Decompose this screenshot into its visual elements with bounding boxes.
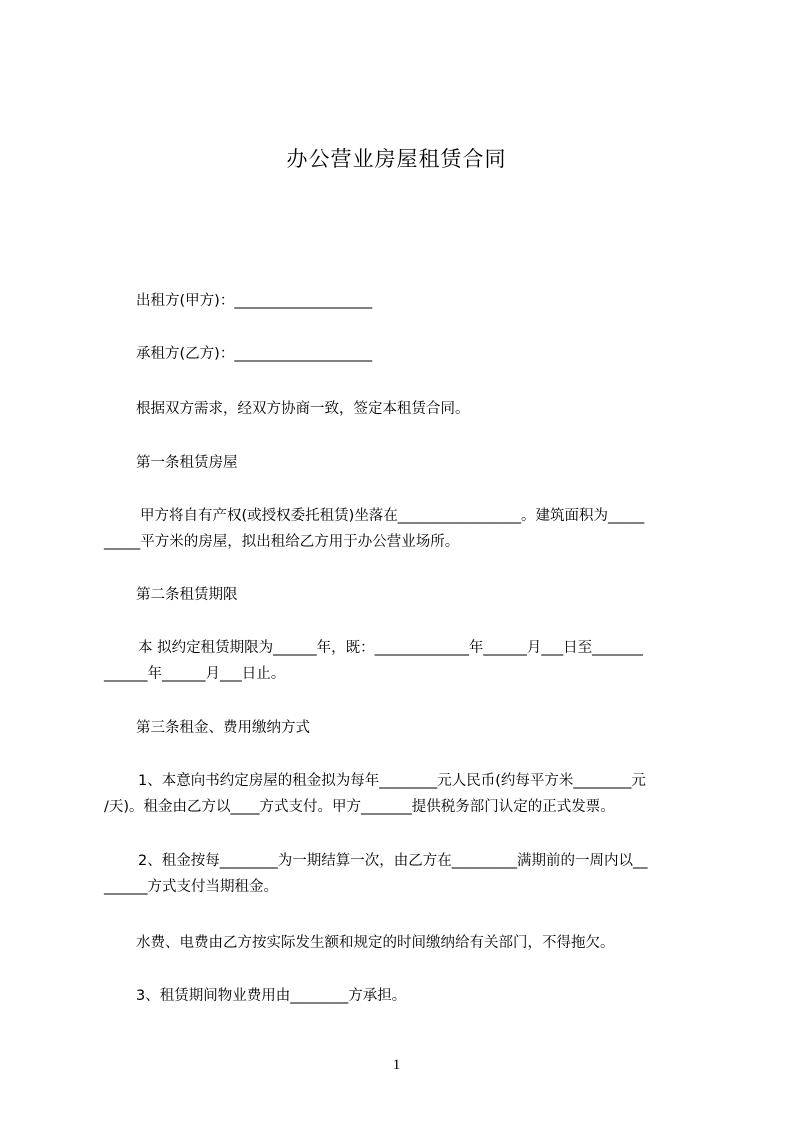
article3-item1-line1: 1、本意向书约定房屋的租金拟为每年________元人民币(约每平方米________元 <box>138 773 646 789</box>
article3-item3: 3、租赁期间物业费用由________方承担。 <box>136 988 407 1004</box>
lessee-line: 承租方(乙方)：___________________ <box>136 346 373 362</box>
utilities-text: 水费、电费由乙方按实际发生额和规定的时间缴纳给有关部门，不得拖欠。 <box>136 935 615 951</box>
article1-heading: 第一条租赁房屋 <box>136 455 238 471</box>
article3-item1-line2: /天)。租金由乙方以____方式支付。甲方_______提供税务部门认定的正式发票。 <box>104 799 615 815</box>
document-title: 办公营业房屋租赁合同 <box>286 147 507 171</box>
article2-text-line1: 本 拟约定租赁期限为______年，既：_____________年______月___日至_______ <box>138 640 643 656</box>
article1-text-line2: _____平方米的房屋，拟出租给乙方用于办公营业场所。 <box>104 534 460 550</box>
article2-text-line2: ______年______月___日止。 <box>104 666 286 682</box>
article3-item2-line1: 2、租金按每________为一期结算一次，由乙方在_________满期前的一周内以__ <box>138 853 648 869</box>
article1-text-line1: 甲方将自有产权(或授权委托租赁)坐落在_________________。建筑面积为_____ <box>140 508 645 524</box>
lessor-line: 出租方(甲方)：___________________ <box>136 293 373 309</box>
article3-heading: 第三条租金、费用缴纳方式 <box>136 720 310 736</box>
page-number: 1 <box>392 1057 401 1073</box>
article3-item2-line2: ______方式支付当期租金。 <box>104 879 278 895</box>
article2-heading: 第二条租赁期限 <box>136 587 238 603</box>
preamble-text: 根据双方需求，经双方协商一致，签定本租赁合同。 <box>136 401 470 417</box>
